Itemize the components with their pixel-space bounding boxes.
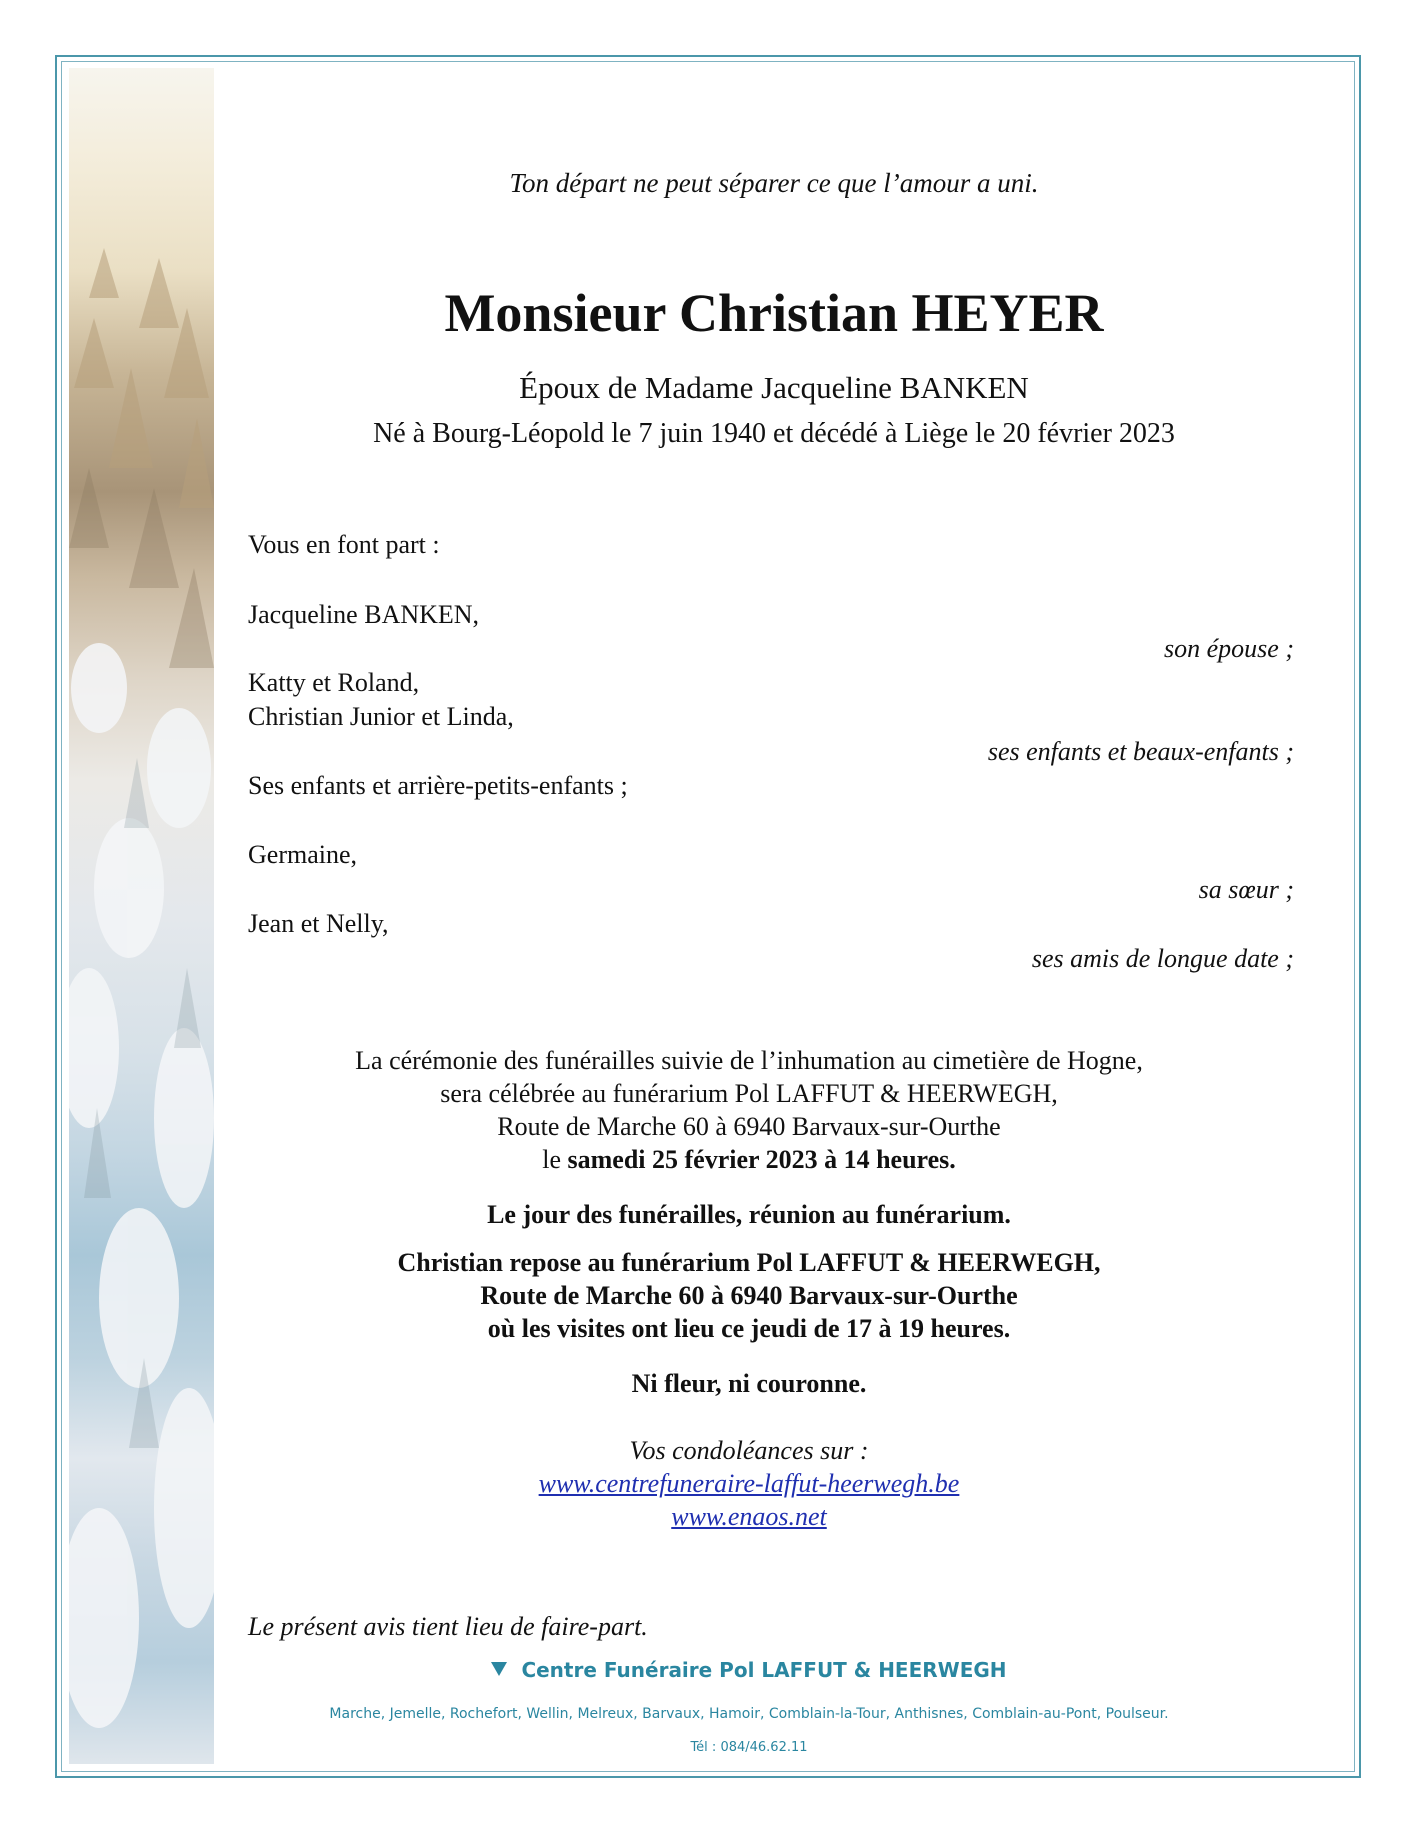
deceased-name: Monsieur Christian HEYER: [444, 283, 1104, 343]
family-name: Katty et Roland,: [248, 668, 420, 697]
condolences-label: Vos condoléances sur :: [629, 1436, 869, 1465]
flowers-line: Ni fleur, ni couronne.: [631, 1369, 867, 1398]
family-name: Jacqueline BANKEN,: [248, 600, 480, 629]
condolences-link-funeral-center[interactable]: www.centrefuneraire-laffut-heerwegh.be: [538, 1469, 960, 1498]
brand-name: Centre Funéraire Pol LAFFUT & HEERWEGH: [521, 1658, 1007, 1682]
family-relation: ses enfants et beaux-enfants ;: [987, 737, 1294, 766]
family-name: Ses enfants et arrière-petits-enfants ;: [248, 771, 628, 800]
triangle-down-icon: [491, 1662, 507, 1676]
family-name: Germaine,: [248, 840, 358, 869]
ceremony-date-prefix: le: [542, 1145, 568, 1174]
condolences-block: [214, 1434, 1284, 1533]
phone-number: Tél : 084/46.62.11: [690, 1740, 808, 1755]
visitation-line: où les visites ont lieu ce jeudi de 17 à 19 heures.: [487, 1314, 1011, 1343]
notice-line: Le présent avis tient lieu de faire-part.: [248, 1612, 648, 1641]
visitation-line: Christian repose au funérarium Pol LAFFUT & HEERWEGH,: [397, 1248, 1101, 1277]
ceremony-date-line: [214, 1143, 1284, 1176]
ceremony-line: La cérémonie des funérailles suivie de l’inhumation au cimetière de Hogne,: [355, 1046, 1143, 1075]
dates-line: Né à Bourg-Léopold le 7 juin 1940 et décédé à Liège le 20 février 2023: [373, 418, 1175, 449]
condolences-link-enaos[interactable]: www.enaos.net: [671, 1502, 827, 1531]
family-name: Jean et Nelly,: [248, 909, 389, 938]
visitation-block: [214, 1246, 1284, 1345]
family-relation: sa sœur ;: [1198, 875, 1294, 904]
family-relation: son épouse ;: [1164, 634, 1294, 663]
spouse-line: Époux de Madame Jacqueline BANKEN: [519, 370, 1029, 405]
ceremony-line: Route de Marche 60 à 6940 Barvaux-sur-Ourthe: [497, 1112, 1001, 1141]
family-relation: ses amis de longue date ;: [1031, 944, 1294, 973]
family-name: Christian Junior et Linda,: [248, 702, 514, 731]
towns-list: Marche, Jemelle, Rochefort, Wellin, Melreux, Barvaux, Hamoir, Comblain-la-Tour, Anthisnes, Comblain-au-Pont, Poulseur.: [329, 1706, 1169, 1722]
quote: Ton départ ne peut séparer ce que l’amour a uni.: [509, 168, 1039, 198]
visitation-line: Route de Marche 60 à 6940 Barvaux-sur-Ourthe: [480, 1281, 1018, 1310]
intro-line: Vous en font part :: [248, 530, 440, 559]
funeral-center-brand: [214, 1658, 1284, 1682]
meeting-line: Le jour des funérailles, réunion au funérarium.: [487, 1200, 1011, 1229]
ceremony-line: sera célébrée au funérarium Pol LAFFUT & HEERWEGH,: [440, 1079, 1058, 1108]
ceremony-block: [214, 1044, 1284, 1176]
ceremony-date: samedi 25 février 2023 à 14 heures.: [567, 1145, 956, 1174]
